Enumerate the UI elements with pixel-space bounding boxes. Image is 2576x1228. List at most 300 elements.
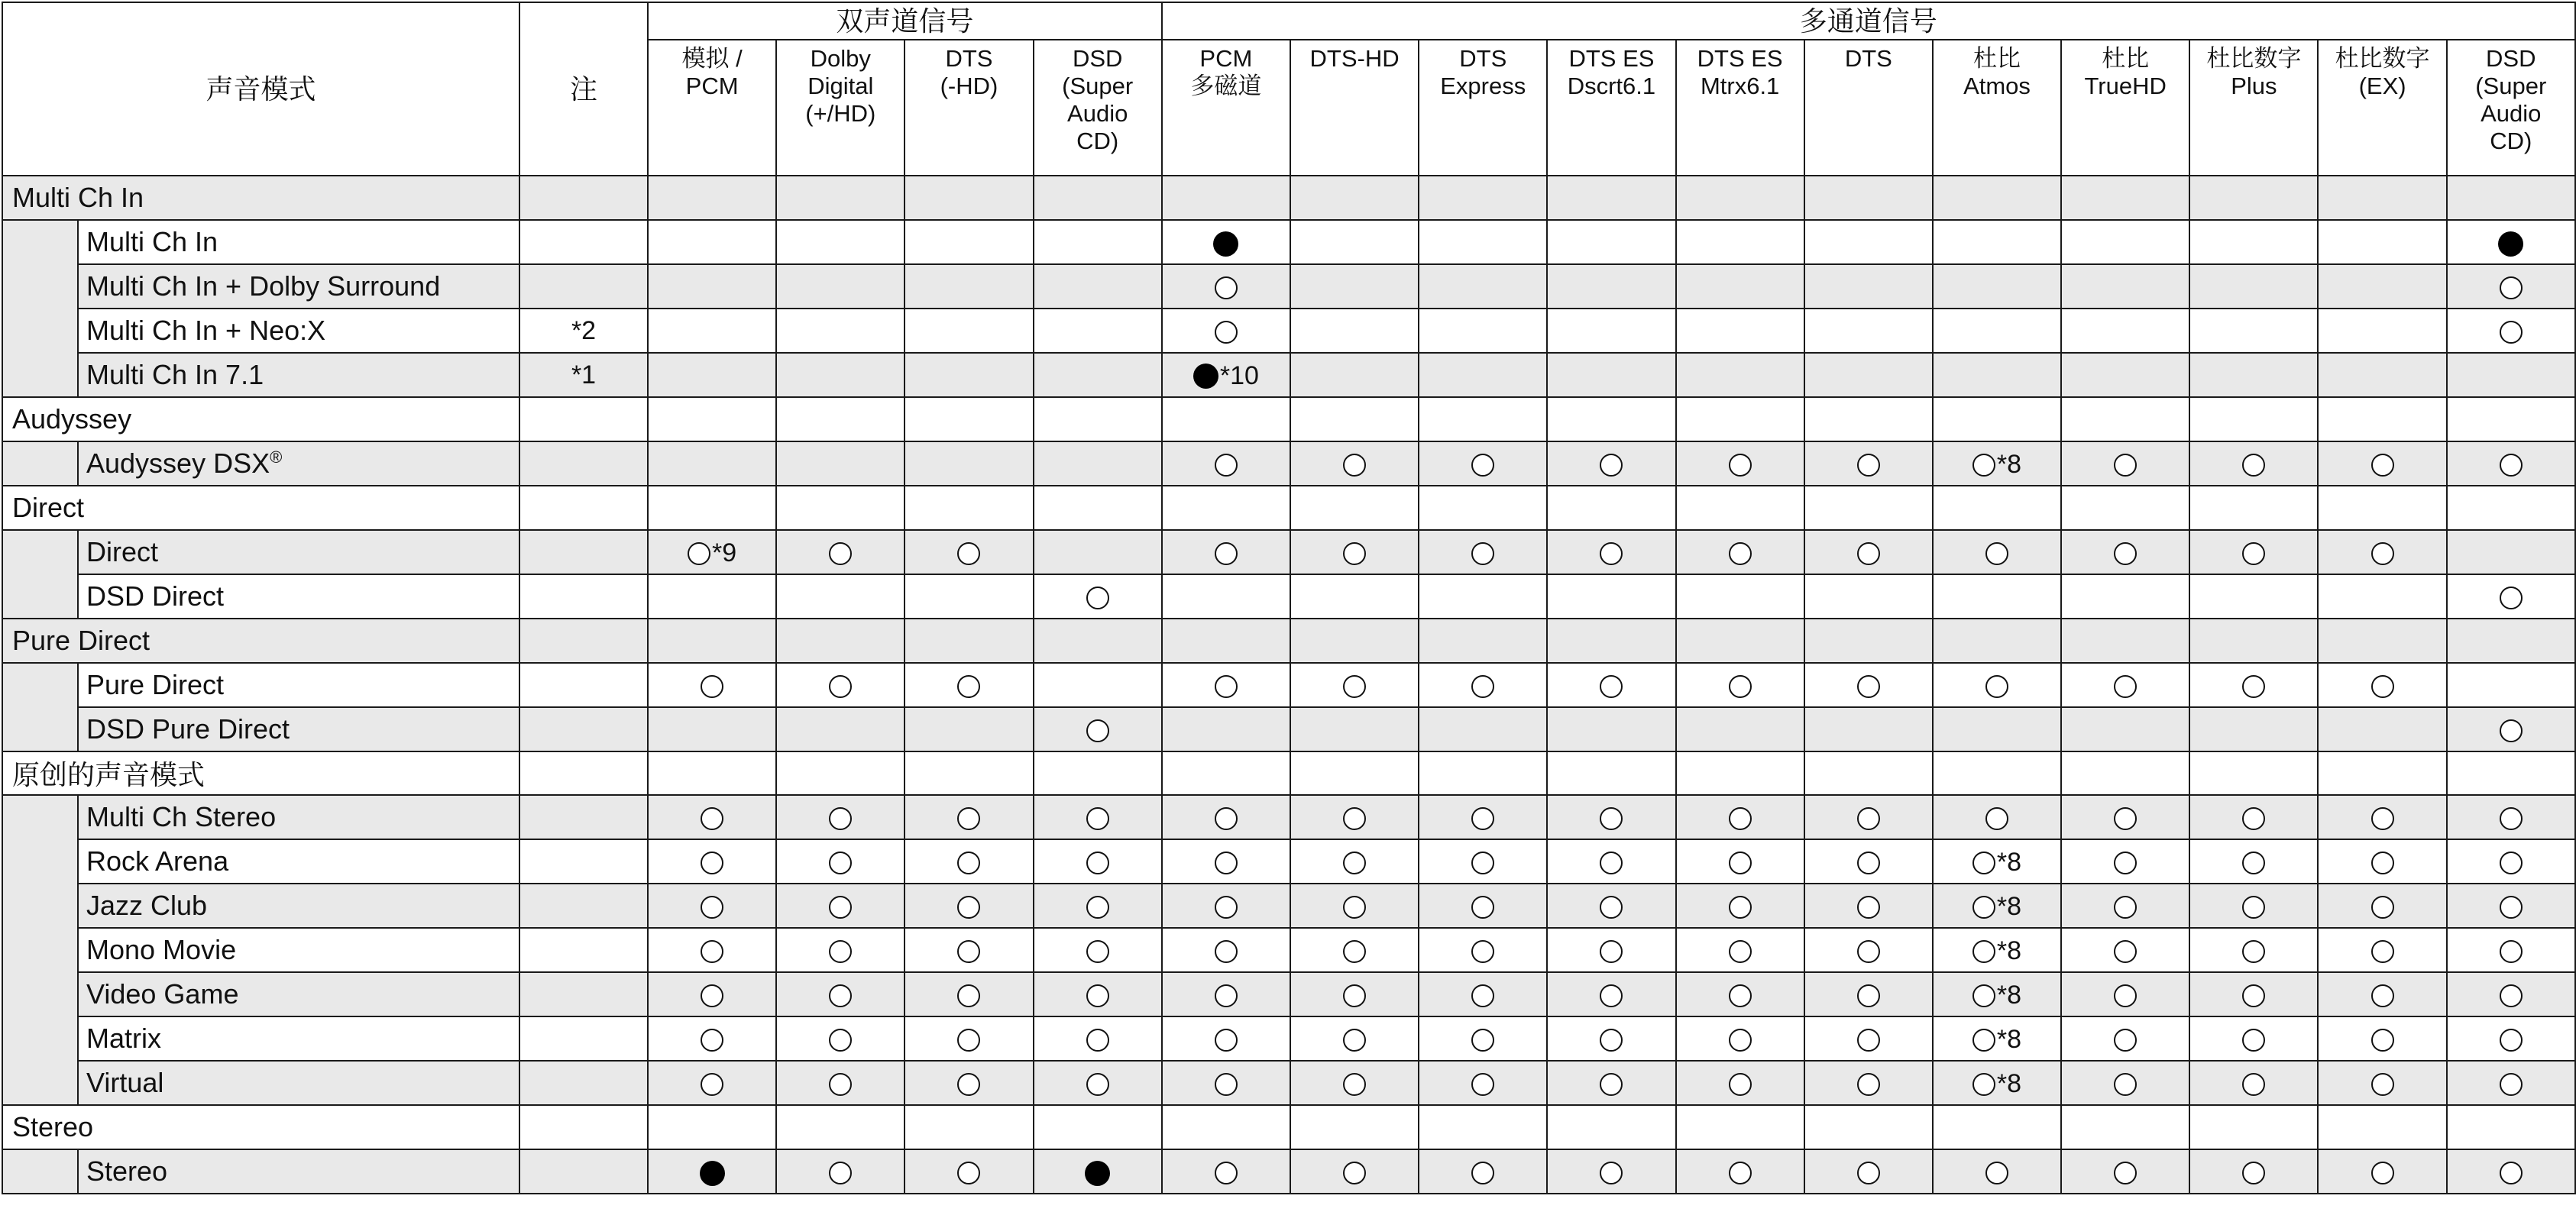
table-cell (2061, 1016, 2189, 1061)
table-cell (905, 795, 1033, 839)
table-cell (648, 220, 776, 264)
table-cell (1933, 839, 2061, 884)
table-cell (1547, 441, 1675, 486)
table-cell (2189, 928, 2318, 972)
open-circle-icon (957, 1029, 980, 1052)
table-cell (776, 751, 905, 795)
table-cell (1933, 309, 2061, 353)
table-cell (1034, 972, 1162, 1016)
table-cell (1933, 264, 2061, 309)
table-cell (1034, 220, 1162, 264)
section-label: Audyssey (2, 397, 519, 441)
open-circle-icon (957, 1073, 980, 1096)
table-cell (648, 751, 776, 795)
table-cell (905, 707, 1033, 751)
table-cell (2318, 1149, 2446, 1194)
sound-mode-label (78, 707, 519, 751)
table-cell (1034, 928, 1162, 972)
filled-circle-icon (1213, 231, 1238, 257)
table-cell (2189, 751, 2318, 795)
table-cell (1162, 1016, 1290, 1061)
open-circle-icon (1343, 542, 1366, 565)
note-cell (519, 1016, 648, 1061)
table-cell (1804, 574, 1933, 619)
table-cell (1676, 972, 1804, 1016)
filled-circle-icon (1085, 1161, 1110, 1186)
signal-column-header: 杜比数字 (EX) (2318, 40, 2446, 176)
table-row (2, 972, 2575, 1016)
table-cell (2189, 574, 2318, 619)
table-cell (2061, 1149, 2189, 1194)
table-cell (2318, 839, 2446, 884)
table-cell (1676, 176, 1804, 220)
table-cell (905, 663, 1033, 707)
open-circle-icon (2371, 896, 2394, 919)
table-cell (2189, 839, 2318, 884)
table-cell (1034, 1149, 1162, 1194)
table-cell (1804, 1016, 1933, 1061)
table-cell (648, 707, 776, 751)
table-cell (648, 663, 776, 707)
table-cell (1419, 1105, 1547, 1149)
table-cell (1676, 353, 1804, 397)
section-row (2, 176, 2575, 220)
table-cell (1804, 1105, 1933, 1149)
table-cell (1804, 486, 1933, 530)
table-cell (1804, 972, 1933, 1016)
note-cell (519, 220, 648, 264)
note-cell (519, 839, 648, 884)
table-cell (1547, 972, 1675, 1016)
table-cell (2318, 530, 2446, 574)
signal-column-header: DTS Express (1419, 40, 1547, 176)
open-circle-icon (1600, 1162, 1623, 1184)
table-cell (1419, 663, 1547, 707)
open-circle-icon (2114, 454, 2137, 477)
table-cell (1933, 1061, 2061, 1105)
open-circle-icon (2242, 984, 2265, 1007)
open-circle-icon (2500, 1162, 2523, 1184)
open-circle-icon (1343, 940, 1366, 963)
table-cell (1547, 176, 1675, 220)
open-circle-icon (1471, 852, 1494, 874)
table-cell (1034, 264, 1162, 309)
signal-column-header: DTS ES Dscrt6.1 (1547, 40, 1675, 176)
table-cell (1419, 751, 1547, 795)
open-circle-icon (1972, 940, 1995, 963)
open-circle-icon (2242, 940, 2265, 963)
open-circle-icon (2371, 542, 2394, 565)
signal-column-header: DTS-HD (1290, 40, 1419, 176)
table-cell (1676, 264, 1804, 309)
table-cell (2061, 574, 2189, 619)
open-circle-icon (2114, 896, 2137, 919)
table-cell (2318, 353, 2446, 397)
table-cell (519, 486, 648, 530)
note-cell (519, 530, 648, 574)
table-cell (776, 309, 905, 353)
table-cell (905, 1105, 1033, 1149)
table-cell (2318, 441, 2446, 486)
open-circle-icon (2114, 852, 2137, 874)
open-circle-icon (1972, 1029, 1995, 1052)
open-circle-icon (1729, 896, 1752, 919)
table-cell (648, 353, 776, 397)
open-circle-icon (957, 1162, 980, 1184)
filled-circle-icon (1193, 364, 1218, 389)
sound-mode-name: Video Game (86, 978, 239, 1010)
table-cell (2189, 309, 2318, 353)
table-row (2, 663, 2575, 707)
open-circle-icon (2371, 940, 2394, 963)
table-cell (1290, 972, 1419, 1016)
table-cell (1933, 1105, 2061, 1149)
sound-mode-label (78, 795, 519, 839)
signal-column-header: PCM 多磁道 (1162, 40, 1290, 176)
open-circle-icon (829, 807, 852, 830)
table-cell (2447, 839, 2575, 884)
table-cell (2189, 663, 2318, 707)
signal-column-header: 杜比 TrueHD (2061, 40, 2189, 176)
open-circle-icon (1215, 940, 1238, 963)
section-label: Direct (2, 486, 519, 530)
table-cell (1034, 795, 1162, 839)
sound-mode-name: Multi Ch In + Dolby Surround (86, 270, 441, 302)
table-row (2, 839, 2575, 884)
table-cell (1034, 707, 1162, 751)
sound-mode-name: Multi Ch Stereo (86, 801, 277, 832)
footnote-mark: *8 (1996, 1069, 2022, 1099)
signal-column-header: DTS (1804, 40, 1933, 176)
open-circle-icon (701, 940, 723, 963)
table-cell (1162, 220, 1290, 264)
footnote-mark: *8 (1996, 1025, 2022, 1055)
open-circle-icon (1600, 675, 1623, 698)
table-cell (776, 441, 905, 486)
table-cell (2318, 220, 2446, 264)
section-indent (2, 1149, 78, 1194)
table-cell (776, 220, 905, 264)
table-cell (1933, 751, 2061, 795)
table-cell (2189, 884, 2318, 928)
sound-mode-label (78, 839, 519, 884)
table-cell (648, 839, 776, 884)
table-cell (2318, 619, 2446, 663)
note-cell (519, 795, 648, 839)
open-circle-icon (2500, 276, 2523, 299)
open-circle-icon (1600, 1073, 1623, 1096)
section-indent (2, 441, 78, 486)
table-cell (2447, 574, 2575, 619)
open-circle-icon (1857, 940, 1880, 963)
table-cell (1290, 1016, 1419, 1061)
table-cell (1933, 397, 2061, 441)
table-cell (2318, 972, 2446, 1016)
table-cell (1034, 574, 1162, 619)
table-cell (1547, 1016, 1675, 1061)
signal-group-header: 多通道信号 (1162, 2, 2575, 40)
open-circle-icon (1471, 1162, 1494, 1184)
table-cell (1162, 353, 1290, 397)
table-cell (905, 1061, 1033, 1105)
open-circle-icon (1857, 1162, 1880, 1184)
table-cell (2447, 884, 2575, 928)
open-circle-icon (829, 1162, 852, 1184)
open-circle-icon (1972, 984, 1995, 1007)
table-cell (1419, 176, 1547, 220)
table-cell (2318, 397, 2446, 441)
table-cell (1419, 795, 1547, 839)
sound-mode-name: Direct (86, 536, 159, 567)
open-circle-icon (2242, 852, 2265, 874)
table-cell (1933, 663, 2061, 707)
open-circle-icon (1086, 1029, 1109, 1052)
table-cell (519, 1105, 648, 1149)
table-cell (1034, 751, 1162, 795)
table-cell (2189, 264, 2318, 309)
table-cell (1419, 220, 1547, 264)
table-cell (1933, 486, 2061, 530)
table-cell (2189, 972, 2318, 1016)
open-circle-icon (1729, 454, 1752, 477)
table-cell (1419, 309, 1547, 353)
table-cell (2189, 176, 2318, 220)
table-cell (776, 353, 905, 397)
table-cell (2061, 1061, 2189, 1105)
table-cell (905, 839, 1033, 884)
table-cell (776, 530, 905, 574)
open-circle-icon (2500, 587, 2523, 609)
open-circle-icon (1215, 542, 1238, 565)
note-cell (519, 928, 648, 972)
table-cell (2318, 795, 2446, 839)
table-cell (776, 486, 905, 530)
table-cell (2447, 751, 2575, 795)
table-cell (2318, 1105, 2446, 1149)
table-cell (1804, 795, 1933, 839)
open-circle-icon (1343, 1029, 1366, 1052)
table-cell (1933, 441, 2061, 486)
table-cell (1034, 397, 1162, 441)
table-cell (1676, 1061, 1804, 1105)
table-cell (1676, 309, 1804, 353)
sound-mode-name: Virtual (86, 1067, 164, 1098)
open-circle-icon (1086, 852, 1109, 874)
section-row (2, 619, 2575, 663)
table-cell (1162, 1061, 1290, 1105)
table-cell (1162, 619, 1290, 663)
table-cell (1804, 530, 1933, 574)
table-cell (1676, 928, 1804, 972)
open-circle-icon (2371, 1162, 2394, 1184)
table-cell (905, 353, 1033, 397)
table-cell (519, 751, 648, 795)
table-cell (1162, 176, 1290, 220)
table-cell (1290, 220, 1419, 264)
table-cell (1676, 884, 1804, 928)
table-cell (1034, 309, 1162, 353)
signal-column-header: DSD (Super Audio CD) (1034, 40, 1162, 176)
open-circle-icon (701, 896, 723, 919)
table-cell (1290, 839, 1419, 884)
table-cell (1419, 353, 1547, 397)
open-circle-icon (829, 984, 852, 1007)
table-cell (1419, 1016, 1547, 1061)
open-circle-icon (701, 984, 723, 1007)
table-cell (905, 928, 1033, 972)
table-cell (1547, 839, 1675, 884)
table-cell (2189, 1105, 2318, 1149)
table-cell (1676, 663, 1804, 707)
sound-mode-name: Multi Ch In + Neo:X (86, 315, 326, 346)
table-cell (2318, 309, 2446, 353)
table-cell (1676, 1149, 1804, 1194)
table-cell (1419, 619, 1547, 663)
table-cell (2447, 928, 2575, 972)
open-circle-icon (1343, 1162, 1366, 1184)
open-circle-icon (1215, 852, 1238, 874)
table-cell (1547, 220, 1675, 264)
section-indent (2, 795, 78, 1105)
table-cell (1676, 619, 1804, 663)
table-cell (1804, 1149, 1933, 1194)
table-cell (648, 1149, 776, 1194)
table-cell (2061, 663, 2189, 707)
table-cell (776, 1149, 905, 1194)
table-cell (1933, 574, 2061, 619)
open-circle-icon (2114, 1073, 2137, 1096)
open-circle-icon (829, 542, 852, 565)
sound-mode-label (78, 1016, 519, 1061)
table-cell (776, 619, 905, 663)
open-circle-icon (1086, 1073, 1109, 1096)
table-cell (1290, 176, 1419, 220)
table-cell (1162, 707, 1290, 751)
section-indent (2, 530, 78, 619)
open-circle-icon (1086, 896, 1109, 919)
open-circle-icon (1471, 896, 1494, 919)
open-circle-icon (2114, 542, 2137, 565)
table-cell (648, 264, 776, 309)
table-cell (519, 176, 648, 220)
open-circle-icon (2242, 1073, 2265, 1096)
open-circle-icon (1972, 852, 1995, 874)
table-cell (648, 574, 776, 619)
open-circle-icon (1972, 896, 1995, 919)
table-cell (1547, 309, 1675, 353)
table-cell (648, 884, 776, 928)
table-cell (2447, 1149, 2575, 1194)
table-cell (1162, 486, 1290, 530)
open-circle-icon (957, 984, 980, 1007)
table-row (2, 1061, 2575, 1105)
table-cell (1804, 751, 1933, 795)
table-cell (648, 1105, 776, 1149)
table-cell (1676, 441, 1804, 486)
table-cell (1676, 707, 1804, 751)
section-row (2, 397, 2575, 441)
table-cell (1804, 309, 1933, 353)
sound-mode-label (78, 972, 519, 1016)
table-cell (1547, 884, 1675, 928)
open-circle-icon (1086, 940, 1109, 963)
open-circle-icon (1471, 454, 1494, 477)
table-cell (1933, 884, 2061, 928)
table-cell (1034, 486, 1162, 530)
open-circle-icon (1215, 1029, 1238, 1052)
open-circle-icon (1857, 896, 1880, 919)
open-circle-icon (1729, 984, 1752, 1007)
section-label: Pure Direct (2, 619, 519, 663)
table-cell (1804, 441, 1933, 486)
table-cell (1419, 264, 1547, 309)
table-cell (1804, 176, 1933, 220)
open-circle-icon (2114, 940, 2137, 963)
table-cell (1419, 441, 1547, 486)
table-cell (2447, 795, 2575, 839)
open-circle-icon (957, 675, 980, 698)
sound-mode-name: Mono Movie (86, 934, 237, 965)
open-circle-icon (1857, 807, 1880, 830)
table-row (2, 309, 2575, 353)
open-circle-icon (829, 896, 852, 919)
table-cell (2318, 663, 2446, 707)
sound-mode-label (78, 928, 519, 972)
table-cell (1162, 1105, 1290, 1149)
open-circle-icon (2500, 454, 2523, 477)
open-circle-icon (829, 675, 852, 698)
table-cell (1933, 795, 2061, 839)
table-cell (905, 574, 1033, 619)
table-cell (1034, 663, 1162, 707)
table-cell (905, 176, 1033, 220)
table-cell (2318, 751, 2446, 795)
open-circle-icon (2500, 1029, 2523, 1052)
open-circle-icon (1471, 984, 1494, 1007)
open-circle-icon (829, 852, 852, 874)
table-cell (1034, 1061, 1162, 1105)
table-cell (1804, 353, 1933, 397)
table-cell (1676, 486, 1804, 530)
table-cell (1547, 353, 1675, 397)
table-body (2, 176, 2575, 1194)
signal-column-header: 模拟 / PCM (648, 40, 776, 176)
open-circle-icon (1729, 1162, 1752, 1184)
sound-mode-name: Jazz Club (86, 890, 208, 921)
table-cell (1547, 928, 1675, 972)
table-cell (2061, 972, 2189, 1016)
table-cell (1547, 795, 1675, 839)
table-cell (2447, 1016, 2575, 1061)
table-cell (1804, 928, 1933, 972)
signal-column-header: Dolby Digital (+/HD) (776, 40, 905, 176)
sound-mode-name: Rock Arena (86, 845, 229, 877)
open-circle-icon (1600, 807, 1623, 830)
table-cell (1290, 441, 1419, 486)
open-circle-icon (2242, 1162, 2265, 1184)
table-cell (1419, 486, 1547, 530)
table-cell (1419, 574, 1547, 619)
open-circle-icon (2500, 807, 2523, 830)
sound-mode-name: DSD Direct (86, 580, 225, 612)
table-cell (1933, 972, 2061, 1016)
table-cell (1290, 530, 1419, 574)
table-row (2, 530, 2575, 574)
table-cell (1676, 751, 1804, 795)
table-cell (2189, 353, 2318, 397)
footnote-mark: *8 (1996, 892, 2022, 922)
table-cell (1547, 751, 1675, 795)
